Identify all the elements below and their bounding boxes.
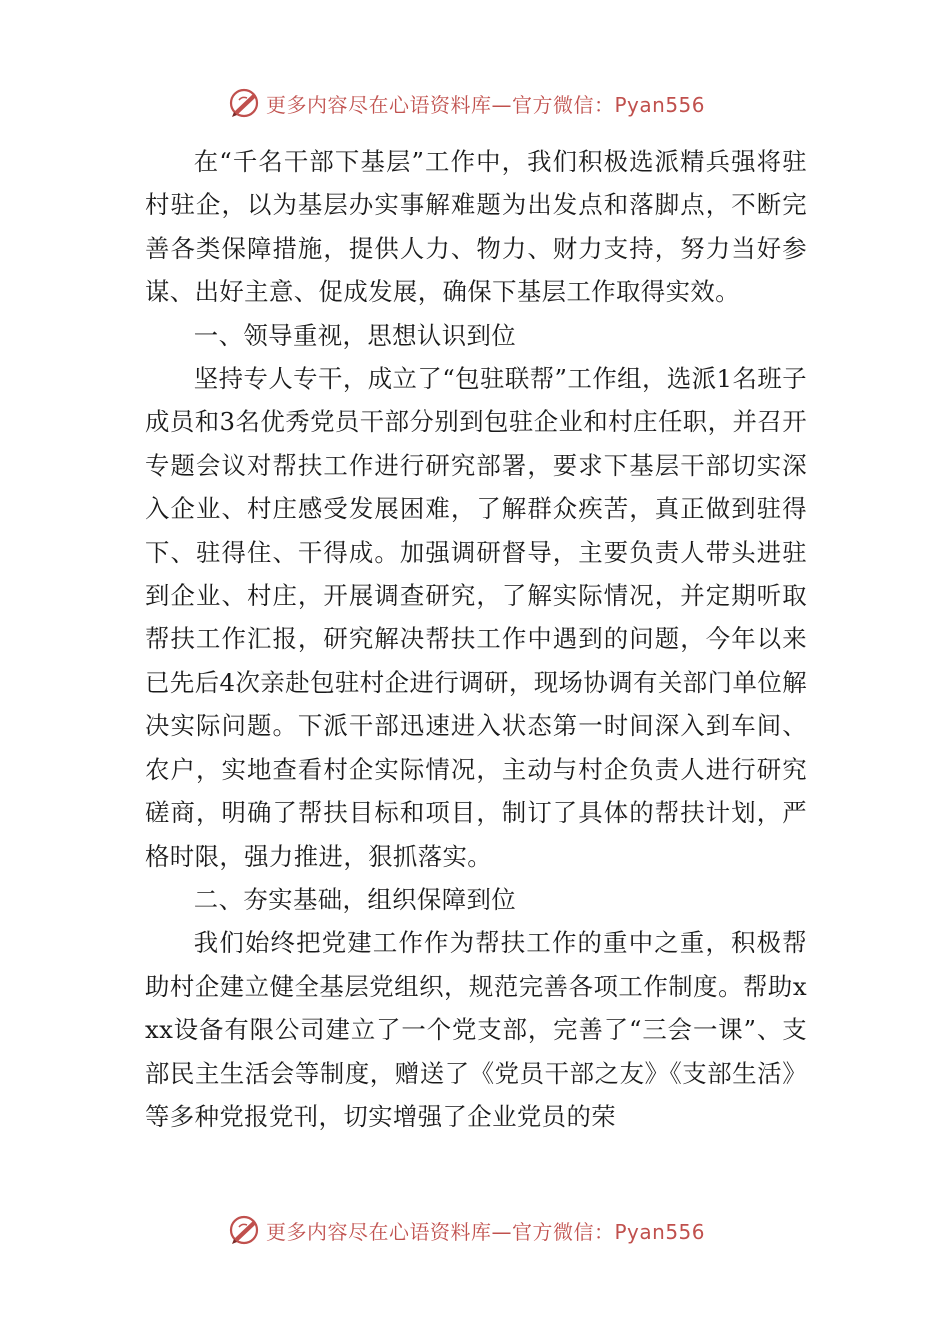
banner-text: 更多内容尽在心语资料库—官方微信：Pyan556 xyxy=(266,1219,706,1244)
section-heading-1: 一、领导重视，思想认识到位 xyxy=(193,320,517,350)
document-body xyxy=(145,140,807,1138)
section-heading-2: 二、夯实基础，组织保障到位 xyxy=(193,884,517,914)
pen-circle-logo-icon xyxy=(228,86,262,120)
section-1-paragraph: 坚持专人专干，成立了“包驻联帮”工作组，选派1名班子成员和3名优秀党员干部分别到包驻企业和村庄任职，并召开专题会议对帮扶工作进行研究部署，要求下基层干部切实深入企业、村庄感受发展困难，了解群众疾苦，真正做到驻得下、驻得住、干得成。加强调研督导，主要负责人带头进驻到企业、村庄，开展调查研究，了解实际情况，并定期听取帮扶工作汇报，研究解决帮扶工作中遇到的问题，今年以来已先后4次亲赴包驻村企进行调研，现场协调有关部门单位解决实际问题。下派干部迅速进入状态第一时间深入到车间、农户，实地查看村企实际情况，主动与村企负责人进行研究磋商，明确了帮扶目标和项目，制订了具体的帮扶计划，严格时限，强力推进，狠抓落实。 xyxy=(145,364,807,871)
header-banner xyxy=(228,83,748,123)
footer-banner xyxy=(228,1210,748,1250)
banner-text: 更多内容尽在心语资料库—官方微信：Pyan556 xyxy=(266,92,706,117)
intro-paragraph: 在“千名干部下基层”工作中，我们积极选派精兵强将驻村驻企，以为基层办实事解难题为出发点和落脚点，不断完善各类保障措施，提供人力、物力、财力支持，努力当好参谋、出好主意、促成发展，确保下基层工作取得实效。 xyxy=(145,147,807,307)
section-2-paragraph: 我们始终把党建工作作为帮扶工作的重中之重，积极帮助村企建立健全基层党组织，规范完善各项工作制度。帮助xxx设备有限公司建立了一个党支部，完善了“三会一课”、支部民主生活会等制度，赠送了《党员干部之友》《支部生活》等多种党报党刊，切实增强了企业党员的荣 xyxy=(145,928,807,1131)
pen-circle-logo-icon xyxy=(228,1213,262,1247)
